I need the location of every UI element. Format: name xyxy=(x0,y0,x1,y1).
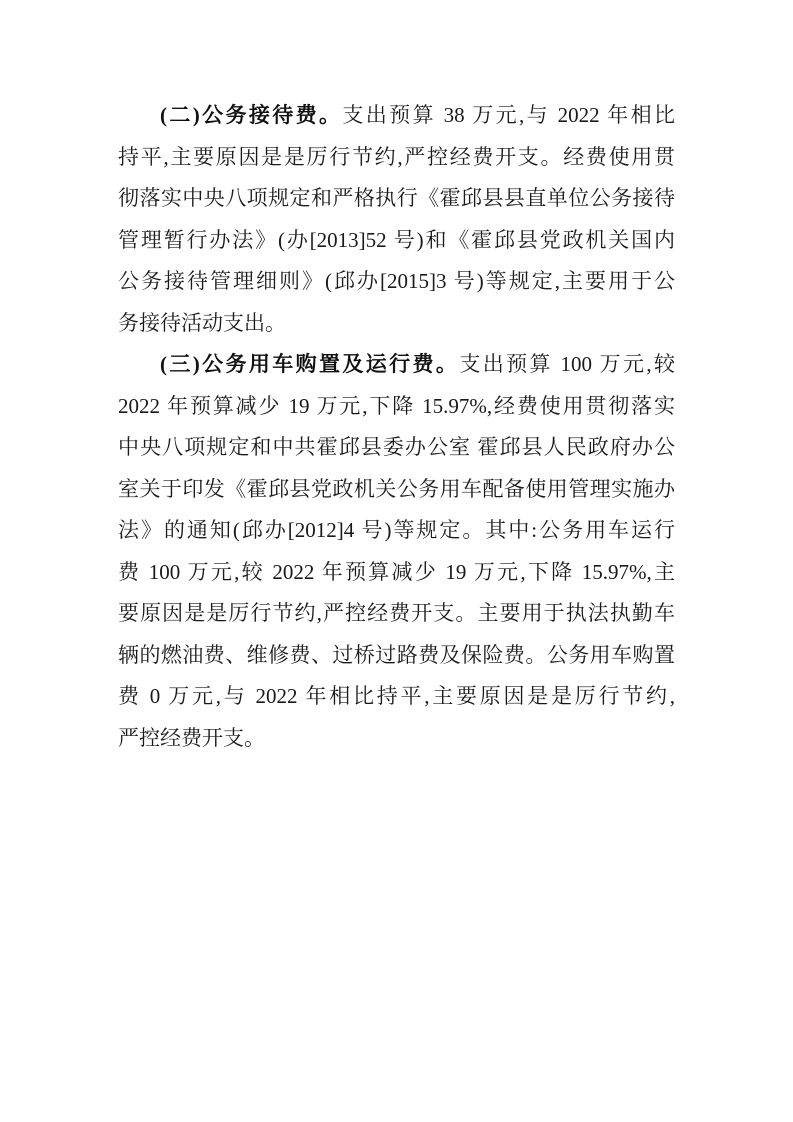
line-text: 严控经费开支。 xyxy=(118,725,265,750)
line-text: 费 0 万元,与 2022 年相比持平,主要原因是是厉行节约, xyxy=(118,684,675,708)
line-text: 法》的通知(邱办[2012]4 号)等规定。其中:公务用车运行 xyxy=(118,518,675,542)
line-text: 中央八项规定和中共霍邱县委办公室 霍邱县人民政府办公 xyxy=(118,435,675,459)
text-line xyxy=(118,635,675,677)
text-line xyxy=(118,552,675,594)
line-text: 务接待活动支出。 xyxy=(118,310,286,335)
text-line xyxy=(118,510,675,552)
text-line xyxy=(118,718,675,760)
line-text: 支出预算 38 万元,与 2022 年相比 xyxy=(342,103,675,127)
text-line xyxy=(118,303,675,345)
line-text: 辆的燃油费、维修费、过桥过路费及保险费。公务用车购置 xyxy=(118,642,675,667)
line-text: 管理暂行办法》(办[2013]52 号)和《霍邱县党政机关国内 xyxy=(118,227,675,252)
text-line xyxy=(118,261,675,303)
paragraph xyxy=(118,344,675,759)
text-line xyxy=(118,137,675,179)
paragraph-heading: (二)公务接待费。 xyxy=(160,103,343,127)
line-text: 支出预算 100 万元,较 xyxy=(459,352,675,376)
line-text: 彻落实中央八项规定和严格执行《霍邱县县直单位公务接待 xyxy=(118,186,675,210)
line-text: 要原因是是厉行节约,严控经费开支。主要用于执法执勤车 xyxy=(118,601,675,625)
line-text: 室关于印发《霍邱县党政机关公务用车配备使用管理实施办 xyxy=(118,476,675,501)
text-block xyxy=(118,95,675,759)
text-line xyxy=(118,220,675,262)
line-text: 持平,主要原因是是厉行节约,严控经费开支。经费使用贯 xyxy=(118,144,675,169)
line-text: 费 100 万元,较 2022 年预算减少 19 万元,下降 15.97%,主 xyxy=(118,559,675,584)
text-line xyxy=(118,593,675,635)
text-line xyxy=(118,676,675,718)
text-line xyxy=(118,386,675,428)
paragraph xyxy=(118,95,675,344)
text-line xyxy=(118,178,675,220)
text-line xyxy=(118,344,675,386)
line-text: 公务接待管理细则》(邱办[2015]3 号)等规定,主要用于公 xyxy=(118,269,675,293)
paragraph-heading: (三)公务用车购置及运行费。 xyxy=(160,352,460,376)
text-line xyxy=(118,469,675,511)
text-line xyxy=(118,427,675,469)
line-text: 2022 年预算减少 19 万元,下降 15.97%,经费使用贯彻落实 xyxy=(118,393,675,418)
text-line xyxy=(118,95,675,137)
